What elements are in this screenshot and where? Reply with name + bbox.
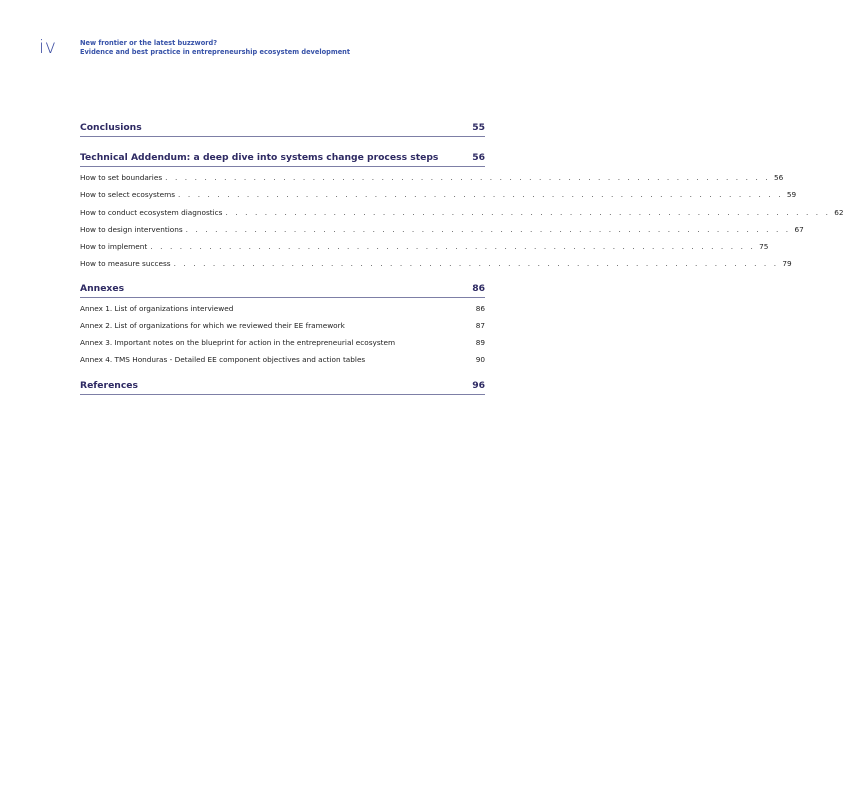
leader-dots: . . . . . . . . . . . . . . . . . . . . . . . . . . . . . . . . . . . . . . . . . . . . . . . . . . . . . . . . . . . . . . [185,225,791,234]
entry-page: 79 [782,259,792,268]
toc-entry[interactable] [80,321,485,330]
toc-entry[interactable] [80,208,844,217]
leader-dots: . . . . . . . . . . . . . . . . . . . . . . . . . . . . . . . . . . . . . . . . . . . . . . . . . . . . . . . . . . . . . . [173,259,779,268]
leader-dots: . . . . . . . . . . . . . . . . . . . . . . . . . . . . . . . . . . . . . . . . . . . . . . . . . . . . . . . . . . . . . . [165,173,771,182]
leader-dots: . . . . . . . . . . . . . . . . . . . . . . . . . . . . . . . . . . . . . . . . . . . . . . . . . . . . . . . . . . . . . . [225,208,831,217]
entry-page: 67 [794,225,804,234]
toc-entry[interactable] [80,242,769,251]
entry-page: 59 [786,190,797,199]
toc-entry[interactable] [80,173,784,182]
entry-page: 89 [475,338,485,347]
toc-entry[interactable] [80,355,485,364]
entry-label: Annex 2. List of organizations for which we reviewed their EE framework [80,321,345,330]
toc-entry[interactable] [80,225,804,234]
entry-page: 90 [475,355,485,364]
page-number: iv [39,36,57,58]
entry-page: 75 [759,242,769,251]
section-page: 96 [472,380,485,391]
entry-page: 86 [475,304,485,313]
toc-entry[interactable] [80,304,485,313]
entry-label: How to design interventions [80,225,183,234]
running-header-line-2: Evidence and best practice in entrepreneurship ecosystem development [80,48,351,56]
toc-entry[interactable] [80,259,792,268]
entry-page: 87 [475,321,485,330]
entry-label: Annex 3. Important notes on the blueprint for action in the entrepreneurial ecosystem [80,338,396,347]
toc-entry[interactable] [80,190,797,199]
entry-label: How to measure success [80,259,171,268]
toc-section-references[interactable] [80,380,485,395]
entry-label: Annex 1. List of organizations interviewed [80,304,234,313]
section-title: Technical Addendum: a deep dive into systems change process steps [80,152,439,163]
toc-section-technical-addendum[interactable] [80,152,485,167]
toc-section-annexes[interactable] [80,283,485,298]
section-title: Conclusions [80,122,142,133]
entry-label: How to set boundaries [80,173,163,182]
entry-page: 62 [834,208,844,217]
entry-page: 56 [773,173,784,182]
toc-entry[interactable] [80,338,485,347]
section-page: 55 [472,122,485,133]
section-title: References [80,380,138,391]
entry-label: Annex 4. TMS Honduras - Detailed EE component objectives and action tables [80,355,366,364]
toc-section-conclusions[interactable] [80,122,485,137]
section-page: 56 [472,152,485,163]
section-title: Annexes [80,283,125,294]
running-header [80,39,350,57]
entry-label: How to conduct ecosystem diagnostics [80,208,223,217]
leader-dots: . . . . . . . . . . . . . . . . . . . . . . . . . . . . . . . . . . . . . . . . . . . . . . . . . . . . . . . . . . . . . . [150,242,756,251]
entry-label: How to implement [80,242,148,251]
leader-dots: . . . . . . . . . . . . . . . . . . . . . . . . . . . . . . . . . . . . . . . . . . . . . . . . . . . . . . . . . . . . . . [178,190,784,199]
running-header-line-1: New frontier or the latest buzzword? [80,39,218,47]
section-page: 86 [472,283,485,294]
entry-label: How to select ecosystems [80,190,176,199]
